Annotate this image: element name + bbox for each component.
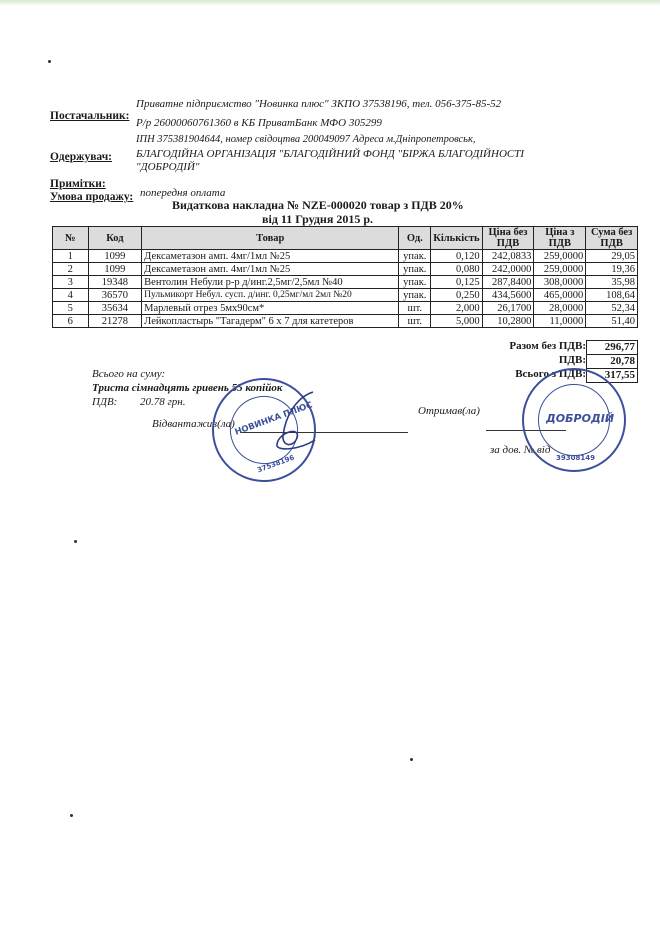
scan-speck <box>410 758 413 761</box>
cell-price-vat: 28,0000 <box>534 302 586 315</box>
stamp-name: НОВИНКА ПЛЮС <box>233 400 314 438</box>
cell-no: 2 <box>53 263 89 276</box>
cell-code: 1099 <box>88 263 142 276</box>
cell-product: Марлевый отрез 5мх90см* <box>142 302 399 315</box>
stamp-code: 37538196 <box>256 453 296 475</box>
cell-unit: упак. <box>399 263 431 276</box>
header-cell: Од. <box>399 227 431 250</box>
cell-no: 3 <box>53 276 89 289</box>
cell-price-no-vat: 287,8400 <box>482 276 534 289</box>
header-cell: Ціна з ПДВ <box>534 227 586 250</box>
cell-price-no-vat: 10,2800 <box>482 315 534 328</box>
sum-words-label: Всього на суму: <box>92 368 166 380</box>
cell-unit: шт. <box>399 315 431 328</box>
cell-product: Вентолин Небули р-р д/инг.2,5мг/2,5мл №40 <box>142 276 399 289</box>
document-title: Видаткова накладна № NZE-000020 товар з ПДВ 20% <box>172 198 464 212</box>
header-cell: Сума без ПДВ <box>586 227 638 250</box>
cell-price-vat: 465,0000 <box>534 289 586 302</box>
cell-price-no-vat: 26,1700 <box>482 302 534 315</box>
cell-no: 6 <box>53 315 89 328</box>
cell-code: 36570 <box>88 289 142 302</box>
cell-sum-no-vat: 51,40 <box>586 315 638 328</box>
cell-code: 19348 <box>88 276 142 289</box>
stamp-code: 39308149 <box>556 454 595 462</box>
cell-price-no-vat: 242,0000 <box>482 263 534 276</box>
header-cell: Кількість <box>431 227 482 250</box>
sum-words-text: Триста сімнадцять гривень 55 копійок <box>92 382 283 394</box>
total-with-vat-label: Всього з ПДВ: <box>515 368 586 380</box>
total-with-vat-value: 317,55 <box>586 368 638 383</box>
cell-unit: упак. <box>399 276 431 289</box>
scan-speck <box>74 540 77 543</box>
cell-price-no-vat: 242,0833 <box>482 250 534 263</box>
scan-speck <box>48 60 51 63</box>
document-date: від 11 Грудня 2015 р. <box>262 212 374 226</box>
table-row <box>53 276 638 289</box>
sum-vat-label: ПДВ: <box>92 396 118 408</box>
cell-product: Дексаметазон амп. 4мг/1мл №25 <box>142 250 399 263</box>
cell-price-vat: 259,0000 <box>534 263 586 276</box>
power-of-attorney-label: за дов. № від <box>490 444 551 456</box>
header-cell: Ціна без ПДВ <box>482 227 534 250</box>
cell-qty: 2,000 <box>431 302 482 315</box>
table-row <box>53 250 638 263</box>
cell-sum-no-vat: 52,34 <box>586 302 638 315</box>
supplier-line-3: ІПН 375381904644, номер свідоцтва 200049097 Адреса м.Дніпропетровськ, <box>136 134 476 145</box>
supplier-line-1: Приватне підприємство "Новинка плюс" ЗКПО 37538196, тел. 056-375-85-52 <box>136 98 502 110</box>
shipped-by-label: Відвантажив(ла) <box>152 418 235 430</box>
header-cell: Код <box>88 227 142 250</box>
cell-no: 4 <box>53 289 89 302</box>
cell-product: Лейкопластырь "Тагадерм" 6 х 7 для катетеров <box>142 315 399 328</box>
cell-qty: 0,080 <box>431 263 482 276</box>
stamp-name: ДОБРОДІЙ <box>546 412 615 425</box>
table-row <box>53 315 638 328</box>
supplier-line-2: Р/р 26000060761360 в КБ ПриватБанк МФО 305299 <box>136 117 382 129</box>
table-row <box>53 302 638 315</box>
recipient-line-2: "ДОБРОДІЙ" <box>136 161 200 173</box>
sum-vat-value: 20.78 грн. <box>140 396 186 408</box>
cell-no: 1 <box>53 250 89 263</box>
total-no-vat-value: 296,77 <box>586 340 638 355</box>
header-cell: Товар <box>142 227 399 250</box>
recipient-line-1: БЛАГОДІЙНА ОРГАНІЗАЦІЯ "БЛАГОДІЙНИЙ ФОНД "БІРЖА БЛАГОДІЙНОСТІ <box>136 148 525 160</box>
cell-product: Дексаметазон амп. 4мг/1мл №25 <box>142 263 399 276</box>
cell-price-vat: 259,0000 <box>534 250 586 263</box>
vat-value: 20,78 <box>586 354 638 369</box>
cell-unit: шт. <box>399 302 431 315</box>
table-row <box>53 263 638 276</box>
vat-label: ПДВ: <box>558 354 586 366</box>
cell-qty: 0,120 <box>431 250 482 263</box>
recipient-stamp <box>522 368 626 472</box>
notes-label: Примітки: <box>50 178 106 190</box>
sale-terms-value: попередня оплата <box>140 187 226 199</box>
received-by-label: Отримав(ла) <box>418 405 480 417</box>
header-cell: № <box>53 227 89 250</box>
sale-terms-label: Умова продажу: <box>50 191 134 203</box>
cell-qty: 0,250 <box>431 289 482 302</box>
supplier-label: Постачальник: <box>50 110 130 122</box>
cell-code: 21278 <box>88 315 142 328</box>
cell-sum-no-vat: 19,36 <box>586 263 638 276</box>
cell-unit: упак. <box>399 250 431 263</box>
cell-product: Пульмикорт Небул. сусп. д/инг. 0,25мг/мл 2мл №20 <box>142 289 399 302</box>
cell-code: 35634 <box>88 302 142 315</box>
cell-qty: 5,000 <box>431 315 482 328</box>
scan-speck <box>70 814 73 817</box>
table-header-row <box>53 227 638 250</box>
cell-sum-no-vat: 29,05 <box>586 250 638 263</box>
cell-sum-no-vat: 108,64 <box>586 289 638 302</box>
cell-price-vat: 11,0000 <box>534 315 586 328</box>
recipient-label: Одержувач: <box>50 151 113 163</box>
cell-unit: упак. <box>399 289 431 302</box>
cell-no: 5 <box>53 302 89 315</box>
scan-edge <box>0 0 660 6</box>
table-row <box>53 289 638 302</box>
total-no-vat-label: Разом без ПДВ: <box>509 340 586 352</box>
cell-price-no-vat: 434,5600 <box>482 289 534 302</box>
cell-code: 1099 <box>88 250 142 263</box>
items-table <box>52 226 638 328</box>
cell-sum-no-vat: 35,98 <box>586 276 638 289</box>
cell-price-vat: 308,0000 <box>534 276 586 289</box>
signature-scribble <box>255 388 335 458</box>
cell-qty: 0,125 <box>431 276 482 289</box>
